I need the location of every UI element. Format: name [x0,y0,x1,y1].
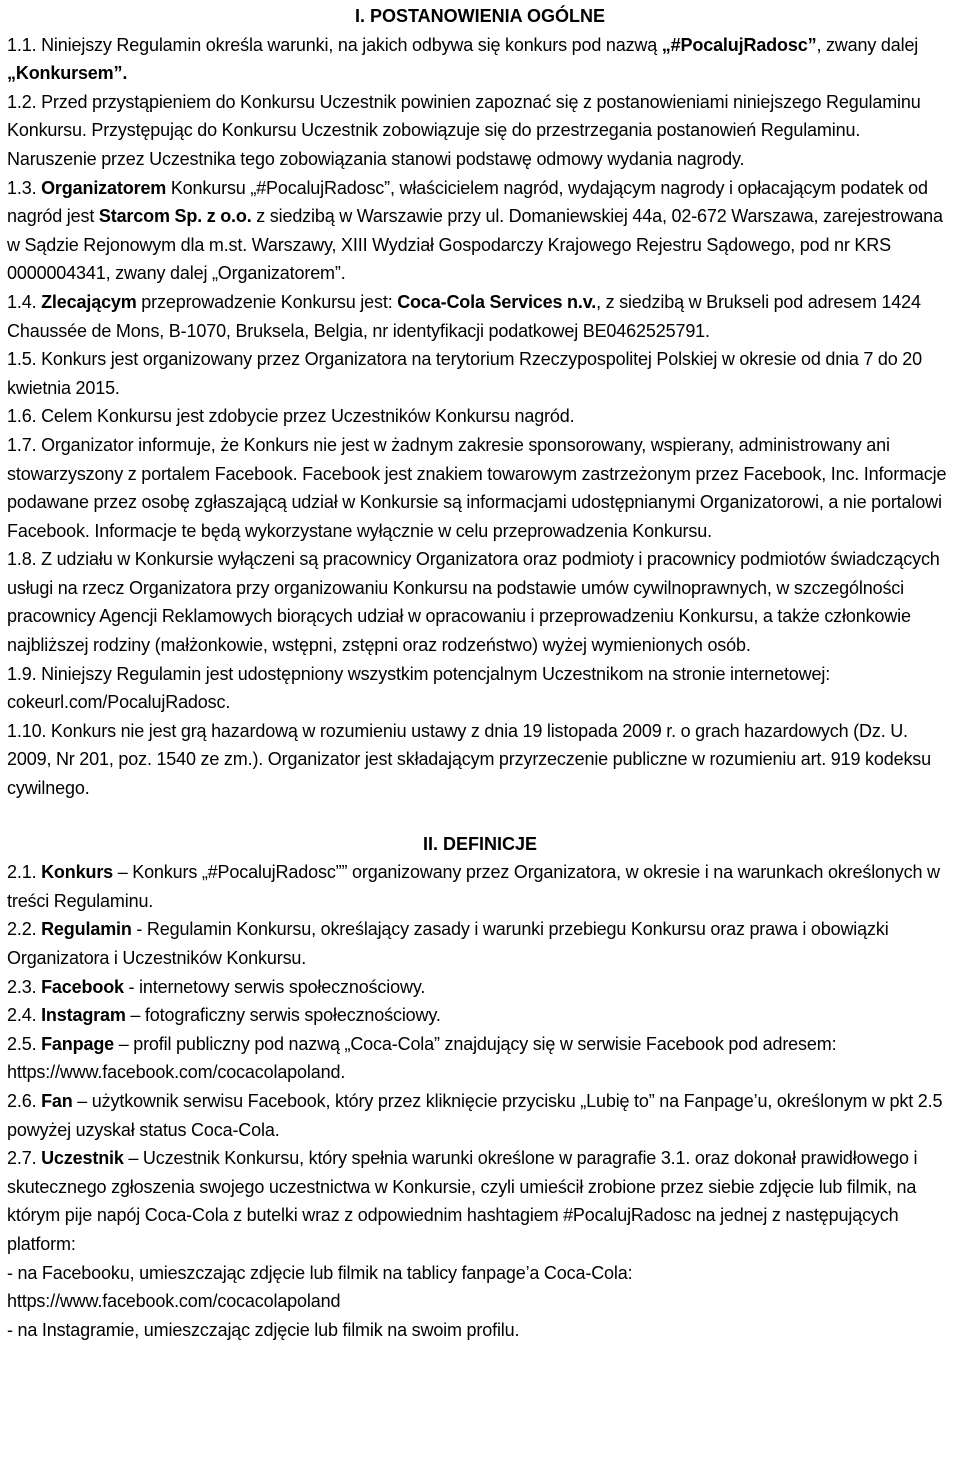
section-2-paragraph-7 [7,1144,953,1258]
section-1-body [7,31,953,803]
paragraph-text: - internetowy serwis społecznościowy. [123,976,426,997]
paragraph-text: – użytkownik serwisu Facebook, który przez kliknięcie przycisku „Lubię to” na Fanpage’u, określonym w pkt 2.5 powyżej uzyskał status Coca-Cola. [7,1090,943,1140]
section-2-paragraph-6 [7,1087,953,1144]
paragraph-text: przeprowadzenie Konkursu jest: [136,291,398,312]
paragraph-text: - na Facebooku, umieszczając zdjęcie lub filmik na tablicy fanpage’a Coca-Cola: https://www.facebook.com/cocacolapoland [7,1262,633,1312]
section-2-paragraph-5 [7,1030,953,1087]
section-2-paragraph-2 [7,915,953,972]
paragraph-text: 2.1. [7,862,42,883]
paragraph-text: - Regulamin Konkursu, określający zasady i warunki przebiegu Konkursu oraz prawa i obowiązki Organizatora i Uczestników Konkursu. [7,919,889,968]
section-1-paragraph-6 [7,402,953,431]
section-2-paragraph-1 [7,858,953,915]
section-2-body [7,858,953,1344]
paragraph-text: 1.5. Konkurs jest organizowany przez Organizatora na terytorium Rzeczypospolitej Polskiej w okresie od dnia 7 do 20 kwietnia 2015. [7,349,923,398]
bold-term: Fanpage [41,1033,115,1054]
paragraph-text: 1.10. Konkurs nie jest grą hazardową w rozumieniu ustawy z dnia 19 listopada 2009 r. o grach hazardowych (Dz. U. 2009, Nr 201, poz. 1540 ze zm.). Organizator jest składającym przyrzeczenie publiczne w rozumieniu art. 919 kodeksu cywilnego. [7,720,932,799]
bold-term: Fan [41,1090,73,1111]
section-1-paragraph-9 [7,660,953,717]
paragraph-text: 2.6. [7,1090,42,1111]
bold-term: Konkurs [41,862,114,883]
section-2-heading: II. DEFINICJE [422,833,538,854]
paragraph-text: 1.3. [7,177,42,198]
section-1-paragraph-2 [7,88,953,174]
paragraph-text: Konkursu „#PocalujRadosc”, właścicielem nagród, wydającym nagrody i opłacającym podatek od nagród jest [7,177,928,227]
bold-term: Zlecającym [41,291,137,312]
paragraph-text: , zwany dalej [816,34,919,55]
section-1-paragraph-5 [7,345,953,402]
paragraph-text: , z siedzibą w Brukseli pod adresem 1424 Chaussée de Mons, B-1070, Bruksela, Belgia, nr identyfikacji podatkowej BE0462525791. [7,291,921,341]
paragraph-text: 1.7. Organizator informuje, że Konkurs nie jest w żadnym zakresie sponsorowany, wspierany, administrowany ani stowarzyszony z portalem Facebook. Facebook jest znakiem towarowym zastrzeżonym przez Facebook, Inc. Informacje podawane przez osobę zgłaszającą udział w Konkursie są informacjami udostępnianymi Organizatorowi, a nie portalowi Facebook. Informacje te będą wykorzystane wyłącznie w celu przeprowadzenia Konkursu. [7,434,947,541]
bold-term: „#PocalujRadosc” [661,34,817,55]
paragraph-text: z siedzibą w Warszawie przy ul. Domaniewskiej 44a, 02-672 Warszawa, zarejestrowana w Sądzie Rejonowym dla m.st. Warszawy, XIII Wydział Gospodarczy Krajowego Rejestru Sądowego, pod nr KRS 0000004341, zwany dalej „Organizatorem”. [7,206,943,284]
bold-term: „Konkursem”. [7,63,128,84]
bold-term: Instagram [41,1005,126,1026]
paragraph-text: 1.1. Niniejszy Regulamin określa warunki, na jakich odbywa się konkurs pod nazwą [7,34,662,55]
bold-term: Coca-Cola Services n.v. [397,291,597,312]
section-1-heading: I. POSTANOWIENIA OGÓLNE [354,6,605,26]
paragraph-text: 1.6. Celem Konkursu jest zdobycie przez Uczestników Konkursu nagród. [7,406,575,427]
section-1-paragraph-4 [7,288,953,345]
paragraph-text: - na Instagramie, umieszczając zdjęcie lub filmik na swoim profilu. [7,1319,520,1340]
section-1-paragraph-8 [7,545,953,659]
section-1-paragraph-3 [7,174,953,288]
section-2-paragraph-9 [7,1316,953,1345]
paragraph-text: 2.2. [7,919,42,940]
section-2-paragraph-3 [7,973,953,1002]
paragraph-text: 1.8. Z udziału w Konkursie wyłączeni są pracownicy Organizatora oraz podmioty i pracownicy podmiotów świadczących usługi na rzecz Organizatora przy organizowaniu Konkursu na podstawie umów cywilnoprawnych, w szczególności pracownicy Agencji Reklamowych biorących udział w opracowaniu i przeprowadzeniu Konkursu, a także członkowie najbliższej rodziny (małżonkowie, wstępni, zstępni oraz rodzeństwo) wyżej wymienionych osób. [7,549,940,656]
bold-term: Facebook [41,976,124,997]
section-1-paragraph-1 [7,31,953,88]
paragraph-text: 2.7. [7,1148,42,1169]
bold-term: Regulamin [41,919,132,940]
paragraph-text: 1.4. [7,291,42,312]
paragraph-text: 2.5. [7,1033,42,1054]
section-2-paragraph-4 [7,1001,953,1030]
paragraph-text: – profil publiczny pod nazwą „Coca-Cola” znajdujący się w serwisie Facebook pod adresem: https://www.facebook.com/cocacolapoland. [7,1033,837,1083]
paragraph-text: – Konkurs „#PocalujRadosc”” organizowany przez Organizatora, w okresie i na warunkach określonych w treści Regulaminu. [7,862,940,911]
paragraph-text: 2.4. [7,1005,42,1026]
paragraph-text: – Uczestnik Konkursu, który spełnia warunki określone w paragrafie 3.1. oraz dokonał prawidłowego i skutecznego zgłoszenia swojego uczestnictwa w Konkursie, czyli umieścił zrobione przez siebie zdjęcie lub filmik, na którym pije napój Coca-Cola z butelki wraz z odpowiednim hashtagiem #PocalujRadosc na jednej z następujących platform: [7,1148,918,1254]
paragraph-text: 1.2. Przed przystąpieniem do Konkursu Uczestnik powinien zapoznać się z postanowieniami niniejszego Regulaminu Konkursu. Przystępując do Konkursu Uczestnik zobowiązuje się do przestrzegania postanowień Regulaminu. Naruszenie przez Uczestnika tego zobowiązania stanowi podstawę odmowy wydania nagrody. [7,91,921,169]
paragraph-text: 2.3. [7,976,42,997]
section-1-paragraph-10 [7,717,953,803]
section-2-paragraph-8 [7,1259,953,1316]
bold-term: Uczestnik [41,1148,124,1169]
paragraph-text: – fotograficzny serwis społecznościowy. [125,1005,441,1026]
bold-term: Starcom Sp. z o.o. [98,206,252,227]
bold-term: Organizatorem [41,177,167,198]
section-1-paragraph-7 [7,431,953,545]
paragraph-text: 1.9. Niniejszy Regulamin jest udostępniony wszystkim potencjalnym Uczestnikom na stronie internetowej: cokeurl.com/PocalujRadosc. [7,663,831,713]
